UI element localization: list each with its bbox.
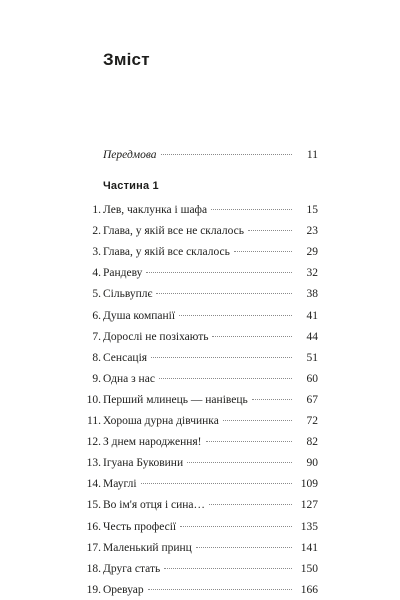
toc-entry-title: Глава, у якій все склалось	[103, 246, 230, 259]
toc-entry	[86, 390, 318, 410]
toc-entry-page: 82	[306, 436, 318, 449]
toc-entry-page: 44	[306, 330, 318, 343]
toc-entry-number: 10.	[86, 393, 101, 406]
toc-entry	[87, 411, 318, 431]
toc-entry	[92, 221, 318, 241]
toc-entry-page: 51	[306, 351, 318, 364]
toc-entry-title: Глава, у якій все не склалось	[103, 225, 244, 238]
toc-entry-number: 11.	[87, 415, 101, 427]
toc-entry-page: 11	[306, 149, 318, 161]
leader-dots	[146, 272, 292, 273]
toc-entry-title: Сенсація	[103, 351, 148, 364]
toc-entry	[92, 200, 318, 220]
toc-entry-page: 29	[306, 246, 318, 259]
toc-entry-number: 12.	[86, 436, 101, 449]
toc-entry	[86, 538, 318, 558]
toc-entry-title: Передмова	[103, 149, 157, 161]
toc-entry-page: 72	[306, 415, 318, 427]
leader-dots	[179, 315, 292, 316]
toc-entry	[86, 453, 318, 473]
toc-entry-number: 4.	[92, 267, 101, 280]
toc-entry	[86, 432, 318, 452]
leader-dots	[187, 462, 292, 463]
leader-dots	[141, 483, 292, 484]
toc-entry-title: Друга стать	[103, 562, 161, 575]
toc-entry	[86, 495, 318, 515]
toc-entry-page: 60	[306, 372, 318, 385]
toc-entry-page: 67	[306, 393, 318, 406]
toc-entry-title: Ігуана Буковини	[103, 457, 184, 470]
toc-entry-title: Душа компанії	[103, 309, 176, 322]
leader-dots	[223, 420, 292, 421]
toc-entry-page: 150	[300, 562, 318, 575]
toc-entry-title: Честь професії	[103, 520, 177, 533]
leader-dots	[234, 251, 292, 252]
toc-entry-page: 141	[300, 541, 318, 554]
toc-entry-page: 38	[306, 288, 318, 301]
toc-entry-number: 16.	[86, 520, 101, 533]
leader-dots	[206, 441, 292, 442]
toc-entry-number: 7.	[92, 330, 101, 343]
toc-entry	[86, 517, 318, 537]
toc-entry-title: Хороша дурна дівчинка	[103, 415, 219, 427]
toc-entry-number: 15.	[86, 499, 101, 512]
toc-entry-title: Оревуар	[103, 583, 144, 596]
toc-entry-number: 6.	[92, 309, 101, 322]
toc-entry	[92, 369, 318, 389]
toc-entry-title: Сільвуплє	[103, 288, 153, 301]
toc-entry-page: 166	[300, 583, 318, 596]
toc-entry-page: 127	[300, 499, 318, 512]
toc-entry-title: Перший млинець — нанівець	[103, 393, 248, 406]
toc-entry-title: Рандеву	[103, 267, 143, 280]
toc-entry-title: Лев, чаклунка і шафа	[103, 204, 208, 216]
toc-entry-title: Маленький принц	[103, 541, 192, 554]
toc-entry-number: 3.	[92, 246, 101, 259]
toc-entry	[92, 348, 318, 368]
leader-dots	[161, 154, 292, 155]
leader-dots	[180, 526, 292, 527]
toc-entry	[92, 263, 318, 283]
toc-entry-title: З днем народження!	[103, 436, 202, 449]
leader-dots	[196, 547, 292, 548]
toc-entry-page: 15	[306, 204, 318, 216]
toc-entry	[86, 580, 318, 600]
toc-entry-number: 9.	[92, 372, 101, 385]
part-heading: Частина 1	[103, 180, 159, 192]
leader-dots	[209, 504, 292, 505]
toc-entry-page: 135	[300, 520, 318, 533]
toc-entry-preface	[103, 145, 318, 165]
toc-entry-number: 13.	[86, 457, 101, 470]
toc-entry-number: 14.	[86, 478, 101, 491]
leader-dots	[151, 357, 292, 358]
toc-entry-page: 41	[306, 309, 318, 322]
toc-entry	[86, 474, 318, 494]
toc-entry	[92, 284, 318, 304]
toc-entry-page: 32	[306, 267, 318, 280]
toc-entry-page: 109	[300, 478, 318, 491]
toc-entry-title: Во ім'я отця і сина…	[103, 499, 206, 512]
leader-dots	[211, 209, 292, 210]
toc-entry	[86, 559, 318, 579]
leader-dots	[159, 378, 292, 379]
leader-dots	[248, 230, 292, 231]
leader-dots	[252, 399, 292, 400]
toc-entry-title: Мауглі	[103, 478, 137, 491]
leader-dots	[164, 568, 292, 569]
leader-dots	[212, 336, 292, 337]
toc-entry-number: 1.	[92, 204, 101, 216]
toc-heading: Зміст	[103, 50, 150, 69]
toc-entry	[92, 242, 318, 262]
toc-entry-number: 18.	[86, 562, 101, 575]
toc-entry-title: Одна з нас	[103, 372, 155, 385]
toc-entry-number: 8.	[92, 351, 101, 364]
leader-dots	[148, 589, 292, 590]
toc-entry	[92, 327, 318, 347]
toc-entry-page: 90	[306, 457, 318, 470]
toc-entry	[92, 306, 318, 326]
toc-entry-number: 5.	[92, 288, 101, 301]
toc-entry-number: 19.	[86, 583, 101, 596]
toc-entry-number: 17.	[86, 541, 101, 554]
toc-entry-number: 2.	[92, 225, 101, 238]
toc-entry-page: 23	[306, 225, 318, 238]
toc-entry-title: Дорослі не позіхають	[103, 330, 209, 343]
leader-dots	[156, 293, 292, 294]
